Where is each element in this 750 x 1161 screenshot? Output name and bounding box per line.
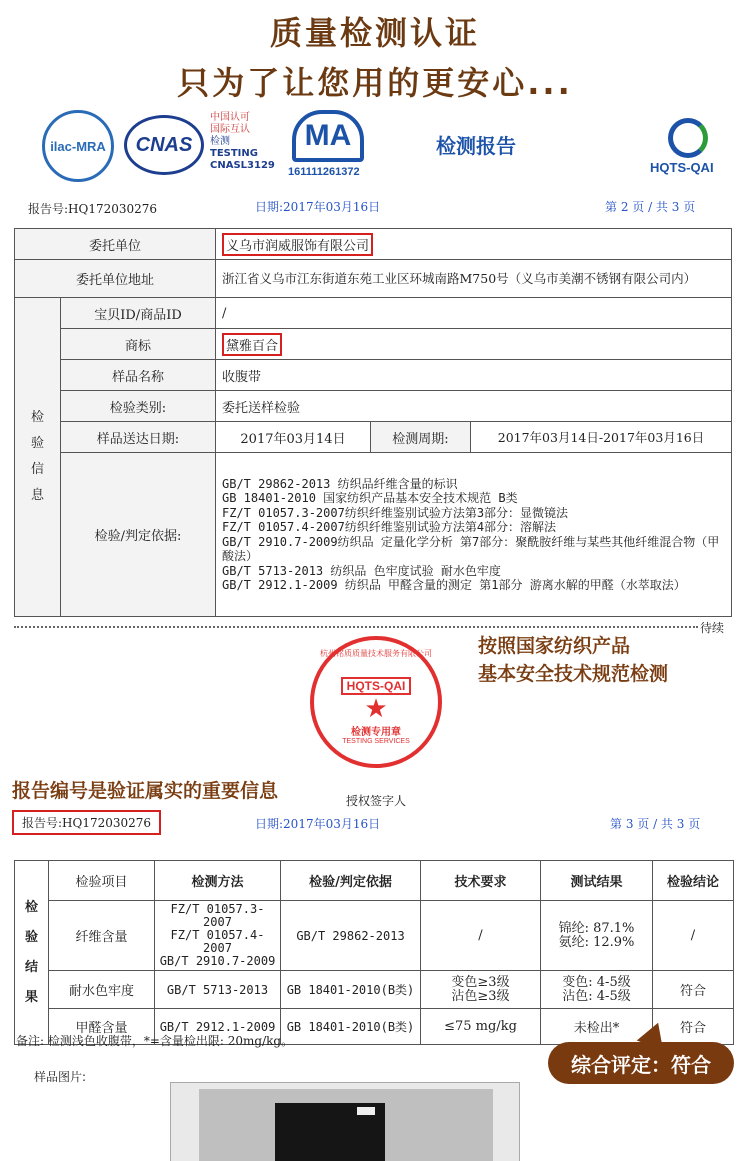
- method-cell: GB/T 5713-2013: [155, 971, 281, 1009]
- period-value: 2017年03月14日-2017年03月16日: [471, 422, 732, 453]
- cnas-cn3: 检测: [210, 136, 230, 147]
- standard-note-line1: 按照国家纺织产品: [478, 635, 631, 657]
- conclusion-cell: /: [653, 901, 734, 971]
- side-char: 果: [24, 989, 38, 1005]
- side-char: 信: [30, 462, 44, 477]
- client-value: 义乌市润威服饰有限公司: [222, 233, 373, 256]
- hqts-logo: [668, 118, 708, 158]
- inspection-type-value: 委托送样检验: [216, 391, 732, 422]
- basis-item: FZ/T 01057.4-2007纺织纤维鉴别试验方法第4部分：溶解法: [222, 520, 557, 534]
- product-id-value: /: [216, 298, 732, 329]
- table-row: [15, 901, 734, 971]
- basis-item: GB/T 2910.7-2009纺织品 定量化学分析 第7部分：聚酰胺纤维与某些其他纤维混合物（甲酸法）: [222, 534, 720, 563]
- cnas-text: CNAS: [135, 133, 193, 156]
- inspection-seal: [310, 636, 442, 768]
- results-table: [14, 860, 734, 1045]
- report-number-2: 报告号:HQ172030276: [12, 810, 161, 835]
- cnas-code: CNASL3129: [210, 160, 275, 171]
- seal-center: HQTS-QAI: [341, 677, 412, 695]
- cma-logo: [292, 110, 364, 162]
- client-value-cell: [216, 229, 732, 260]
- column-header: 测试结果: [541, 861, 653, 901]
- sample-label: 样品图片:: [34, 1070, 87, 1084]
- requirement-cell: 变色≥3级 沾色≥3级: [421, 971, 541, 1009]
- basis-cell: GB 18401-2010(B类): [281, 1009, 421, 1045]
- basis-item: GB/T 5713-2013 纺织品 色牢度试验 耐水色牢度: [222, 563, 501, 578]
- continued-text: 待续: [700, 621, 725, 635]
- arrival-date-value: 2017年03月14日: [216, 422, 371, 453]
- side-char: 验: [24, 929, 38, 945]
- cnas-info: [210, 112, 275, 172]
- basis-cell: GB/T 29862-2013: [281, 901, 421, 971]
- star-icon: ★: [364, 694, 388, 724]
- results-side: [15, 861, 49, 1045]
- side-char: 结: [24, 959, 38, 975]
- page-indicator-2: 第 3 页 / 共 3 页: [610, 817, 701, 831]
- verify-note: 报告编号是验证属实的重要信息: [12, 780, 279, 802]
- address-label: 委托单位地址: [15, 260, 216, 298]
- cnas-cn2: 国际互认: [210, 124, 250, 135]
- side-char: 检: [24, 899, 38, 915]
- report-number: 报告号:HQ172030276: [28, 202, 158, 216]
- column-header: 检测方法: [155, 861, 281, 901]
- side-char: 检: [30, 410, 44, 425]
- item-cell: 纤维含量: [49, 901, 155, 971]
- sample-photo-frame: [170, 1082, 520, 1161]
- conclusion-cell: 符合: [653, 1009, 734, 1045]
- seal-en: TESTING SERVICES: [342, 738, 410, 745]
- cnas-logo: [124, 115, 204, 175]
- ilac-logo: [42, 110, 114, 182]
- hqts-text: HQTS-QAI: [650, 160, 714, 175]
- basis-item: GB/T 2912.1-2009 纺织品 甲醛含量的测定 第1部分 游离水解的甲醛（水萃取法）: [222, 578, 686, 592]
- cma-code: 161111261372: [288, 166, 360, 178]
- authorized-signer: 授权签字人: [346, 794, 407, 808]
- address-value: 浙江省义乌市江东街道东苑工业区环城南路M750号（义乌市美潮不锈钢有限公司内）: [216, 260, 732, 298]
- basis-item: GB 18401-2010 国家纺织产品基本安全技术规范 B类: [222, 491, 518, 505]
- header-title: 质量检测认证: [269, 14, 480, 52]
- column-header: 检验/判定依据: [281, 861, 421, 901]
- verdict-bubble: 综合评定：符合: [548, 1042, 734, 1084]
- method-cell: GB/T 2912.1-2009: [155, 1009, 281, 1045]
- brand-value: 黛雅百合: [222, 333, 282, 356]
- basis-item: FZ/T 01057.3-2007纺织纤维鉴别试验方法第3部分：显微镜法: [222, 505, 569, 520]
- page-indicator: 第 2 页 / 共 3 页: [605, 200, 696, 214]
- client-label: 委托单位: [15, 229, 216, 260]
- side-char: 验: [30, 436, 44, 451]
- column-header: 技术要求: [421, 861, 541, 901]
- cnas-testing: TESTING: [210, 148, 258, 159]
- result-cell: 变色: 4-5级 沾色: 4-5级: [541, 971, 653, 1009]
- header-subtitle: 只为了让您用的更安心...: [177, 64, 573, 102]
- column-header: 检验结论: [653, 861, 734, 901]
- seal-company: 杭州铭质质量技术服务有限公司: [320, 649, 432, 658]
- result-cell: 锦纶: 87.1% 氨纶: 12.9%: [541, 901, 653, 971]
- requirement-cell: /: [421, 901, 541, 971]
- brand-value-cell: [216, 329, 732, 360]
- column-header: 检验项目: [49, 861, 155, 901]
- requirement-cell: ≤75 mg/kg: [421, 1009, 541, 1045]
- standard-note: [478, 632, 668, 688]
- arrival-date-label: 样品送达日期:: [61, 422, 216, 453]
- client-info-table: [14, 228, 732, 617]
- side-char: 息: [30, 488, 44, 503]
- cma-text: MA: [304, 119, 352, 152]
- inspection-info-side: [15, 298, 61, 617]
- seal-label: 检测专用章: [351, 727, 401, 738]
- item-cell: 耐水色牢度: [49, 971, 155, 1009]
- sample-name-value: 收腹带: [216, 360, 732, 391]
- remark: 备注: 检测浅色收腹带，*=含量检出限: 20mg/kg。: [16, 1034, 294, 1048]
- report-date: 日期:2017年03月16日: [255, 200, 381, 214]
- basis-label: 检验/判定依据:: [61, 453, 216, 617]
- table-row: [15, 971, 734, 1009]
- conclusion-cell: 符合: [653, 971, 734, 1009]
- inspection-type-label: 检验类别:: [61, 391, 216, 422]
- product-id-label: 宝贝ID/商品ID: [61, 298, 216, 329]
- sample-name-label: 样品名称: [61, 360, 216, 391]
- result-cell: 未检出*: [541, 1009, 653, 1045]
- basis-cell: GB 18401-2010(B类): [281, 971, 421, 1009]
- basis-list: [216, 453, 732, 617]
- report-title: 检测报告: [436, 134, 516, 158]
- cnas-cn1: 中国认可: [210, 112, 250, 123]
- method-cell: FZ/T 01057.3-2007 FZ/T 01057.4-2007 GB/T 2910.7-2009: [155, 901, 281, 971]
- report-date-2: 日期:2017年03月16日: [255, 817, 381, 831]
- period-label: 检测周期:: [371, 422, 471, 453]
- sample-photo: [199, 1089, 493, 1161]
- brand-label: 商标: [61, 329, 216, 360]
- ilac-text: ilac-MRA: [50, 138, 106, 154]
- sample-tag: [357, 1107, 375, 1115]
- basis-item: GB/T 29862-2013 纺织品纤维含量的标识: [222, 476, 458, 491]
- dotted-divider: [14, 626, 698, 628]
- item-cell: 甲醛含量: [49, 1009, 155, 1045]
- standard-note-line2: 基本安全技术规范检测: [478, 663, 669, 685]
